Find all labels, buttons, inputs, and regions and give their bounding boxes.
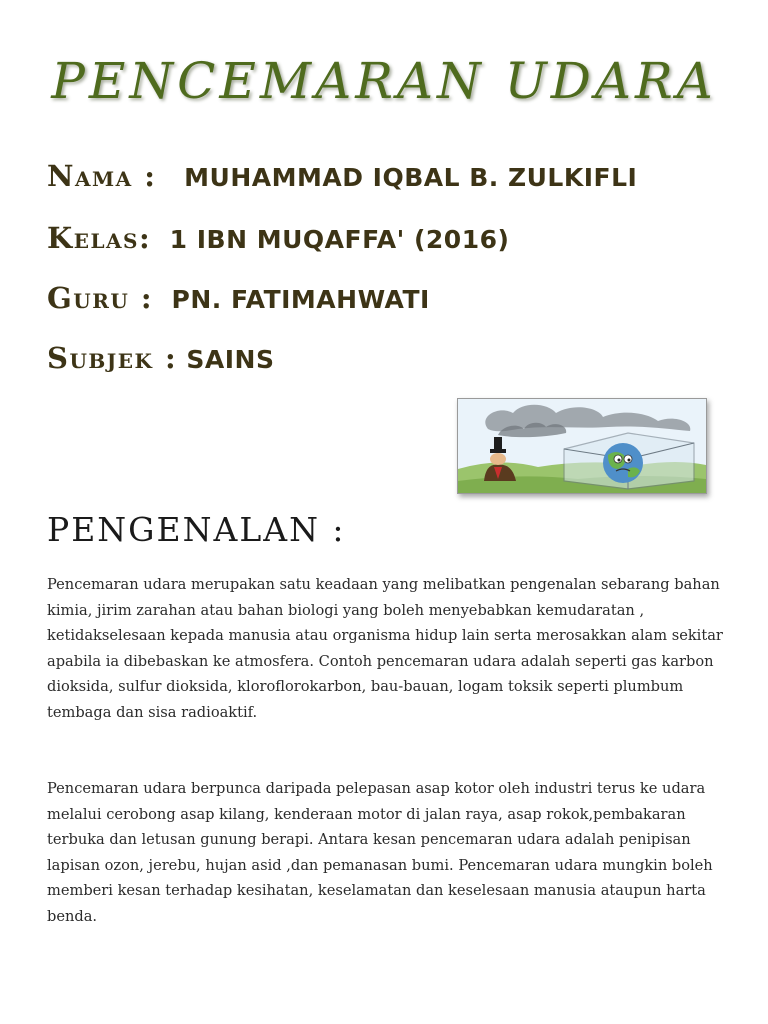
nama-label: Nama : [47, 159, 157, 193]
air-pollution-cartoon-icon [457, 398, 707, 494]
kelas-value: 1 IBN MUQAFFA' (2016) [169, 225, 510, 254]
info-subjek [47, 340, 275, 378]
guru-value: PN. FATIMAHWATI [171, 285, 430, 314]
info-nama [47, 158, 637, 196]
info-guru [47, 280, 430, 318]
paragraph-intro: Pencemaran udara merupakan satu keadaan yang melibatkan pengenalan sebarang bahan kimia, jirim zarahan atau bahan biologi yang boleh menyebabkan kemudaratan , ketidakselesaan kepada manusia atau organisma hidup lain serta merosakkan alam sekitar apabila ia dibebaskan ke atmosfera. Contoh pencemaran udara adalah seperti gas karbon dioksida, sulfur dioksida, kloroflorokarbon, bau-bauan, logam toksik seperti plumbum tembaga dan sisa radioaktif. [47, 576, 723, 721]
page-title: PENCEMARAN UDARA [51, 52, 717, 110]
nama-value: MUHAMMAD IQBAL B. ZULKIFLI [184, 163, 638, 192]
subjek-value: SAINS [186, 345, 275, 374]
info-kelas [47, 220, 509, 258]
section-heading: PENGENALAN : [47, 510, 346, 549]
paragraph-causes: Pencemaran udara berpunca daripada pelepasan asap kotor oleh industri terus ke udara melalui cerobong asap kilang, kenderaan motor di jalan raya, asap rokok,pembakaran terbuka dan letusan gunung berapi. Antara kesan pencemaran udara adalah penipisan lapisan ozon, jerebu, hujan asid ,dan pemanasan bumi. Pencemaran udara mungkin boleh memberi kesan terhadap kesihatan, keselamatan dan keselesaan manusia ataupun harta benda. [47, 780, 713, 925]
subjek-label: Subjek : [47, 341, 178, 375]
guru-label: Guru : [47, 281, 154, 315]
kelas-label: Kelas: [47, 221, 152, 255]
